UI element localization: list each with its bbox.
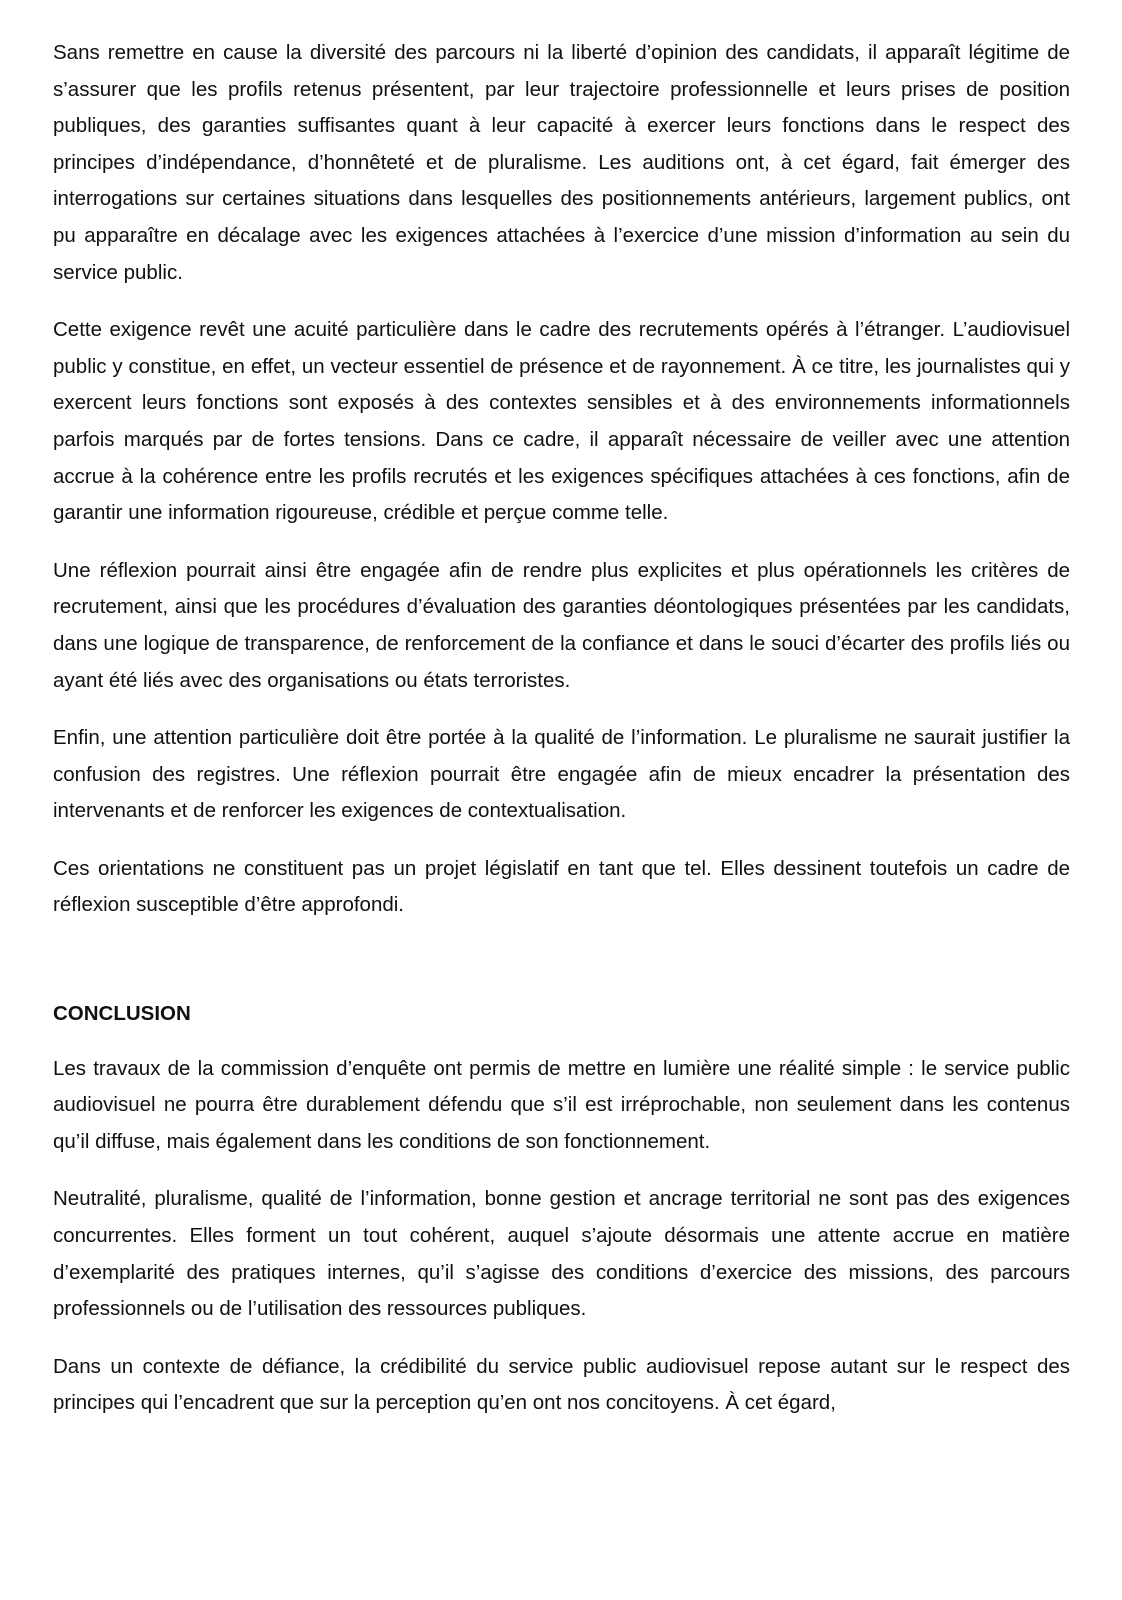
paragraph-conclusion-credibility: Dans un contexte de défiance, la crédibilité du service public audiovisuel repose autant sur le respect des principes qui l’encadrent que sur la perception qu’en ont nos concitoyens. À cet égard, <box>53 1354 1070 1415</box>
paragraph-recruitment-guarantees: Sans remettre en cause la diversité des parcours ni la liberté d’opinion des candidats, il apparaît légitime de s’assurer que les profils retenus présentent, par leur trajectoire professionnelle et leurs prises de position publiques, des garanties suffisantes quant à leur capacité à exercer leurs fonctions dans le respect des principes d’indépendance, d’honnêteté et de pluralisme. Les auditions ont, à cet égard, fait émerger des interrogations sur certaines situations dans lesquelles des positionnements antérieurs, largement publics, ont pu apparaître en décalage avec les exigences attachées à l’exercice d’une mission d’information au sein du service public. <box>53 41 1070 284</box>
paragraph-conclusion-intro: Les travaux de la commission d’enquête ont permis de mettre en lumière une réalité simple : le service public audiovisuel ne pourra être durablement défendu que s’il est irréprochable, non seulement dans les contenus qu’il diffuse, mais également dans les conditions de son fonctionnement. <box>53 1056 1070 1153</box>
paragraph-recruitment-criteria: Une réflexion pourrait ainsi être engagée afin de rendre plus explicites et plus opérationnels les critères de recrutement, ainsi que les procédures d’évaluation des garanties déontologiques présentées par les candidats, dans une logique de transparence, de renforcement de la confiance et dans le souci d’écarter des profils liés ou ayant été liés avec des organisations ou états terroristes. <box>53 558 1070 692</box>
paragraph-conclusion-coherence: Neutralité, pluralisme, qualité de l’information, bonne gestion et ancrage territorial ne sont pas des exigences concurrentes. Elles forment un tout cohérent, auquel s’ajoute désormais une attente accrue en matière d’exemplarité des pratiques internes, qu’il s’agisse des conditions d’exercice des missions, des parcours professionnels ou de l’utilisation des ressources publiques. <box>53 1187 1070 1321</box>
document-page <box>53 35 1070 1443</box>
paragraph-information-quality: Enfin, une attention particulière doit être portée à la qualité de l’information. Le pluralisme ne saurait justifier la confusion des registres. Une réflexion pourrait être engagée afin de mieux encadrer la présentation des intervenants et de renforcer les exigences de contextualisation. <box>53 726 1070 823</box>
paragraph-orientations: Ces orientations ne constituent pas un projet législatif en tant que tel. Elles dessinent toutefois un cadre de réflexion susceptible d’être approfondi. <box>53 856 1070 917</box>
section-heading-conclusion: CONCLUSION <box>53 1002 191 1026</box>
paragraph-foreign-recruitment: Cette exigence revêt une acuité particulière dans le cadre des recrutements opérés à l’étranger. L’audiovisuel public y constitue, en effet, un vecteur essentiel de présence et de rayonnement. À ce titre, les journalistes qui y exercent leurs fonctions sont exposés à des contextes sensibles et à des environnements informationnels parfois marqués par de fortes tensions. Dans ce cadre, il apparaît nécessaire de veiller avec une attention accrue à la cohérence entre les profils recrutés et les exigences spécifiques attachées à ces fonctions, afin de garantir une information rigoureuse, crédible et perçue comme telle. <box>53 318 1070 525</box>
